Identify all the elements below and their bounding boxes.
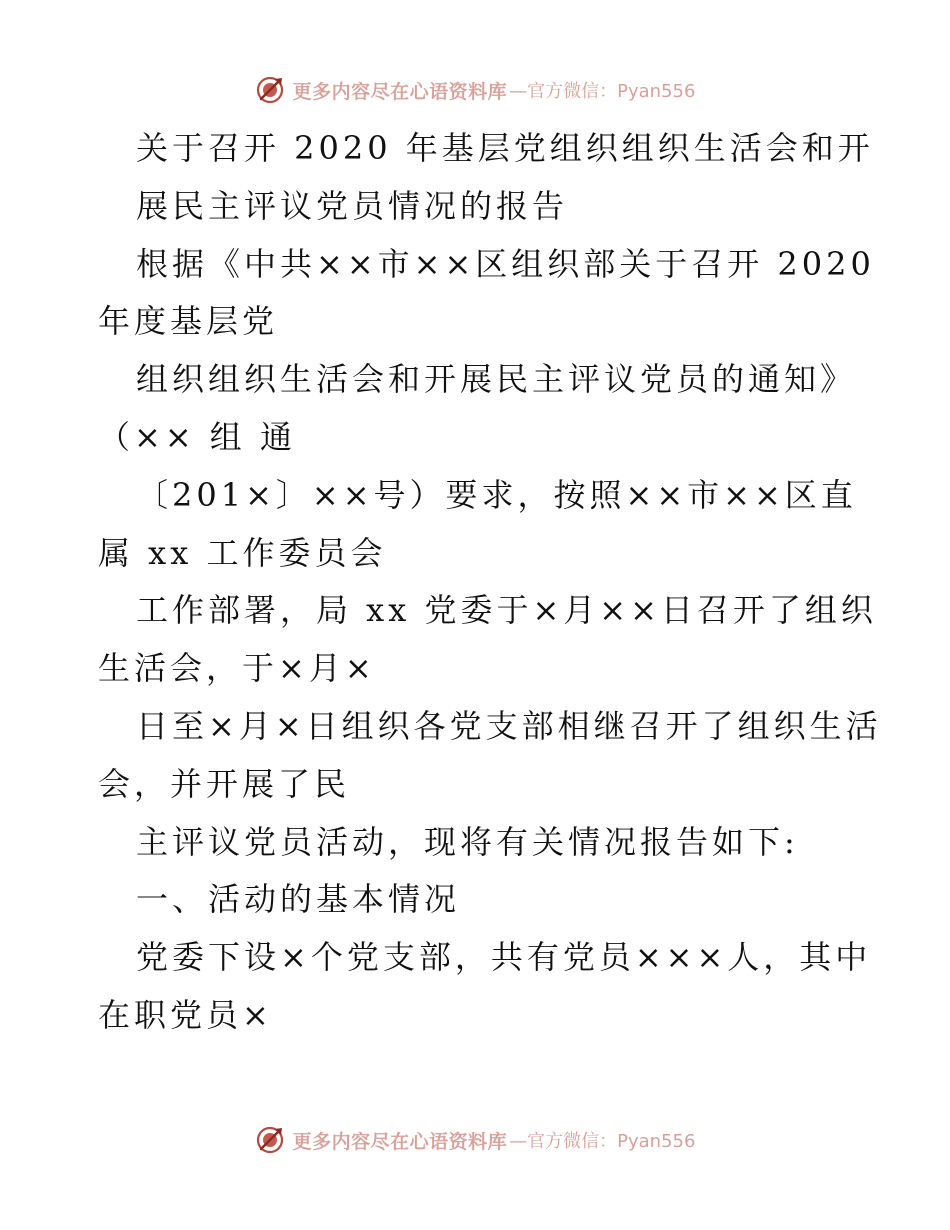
watermark-main-text: 更多内容尽在心语资料库 (292, 1130, 508, 1153)
body-line: 〔201×〕××号）要求，按照××市××区直 (136, 475, 857, 514)
watermark-wechat-text: —官方微信：Pyan556 (509, 81, 696, 102)
title-line-1: 关于召开 2020 年基层党组织组织生活会和开 (136, 129, 874, 167)
body-line: （×× 组 通 (98, 417, 296, 456)
body-line: 日至×月×日组织各党支部相继召开了组织生活 (136, 706, 882, 745)
body-line: 组织组织生活会和开展民主评议党员的通知》 (136, 360, 857, 399)
quill-seal-icon (255, 75, 285, 105)
body-line: 在职党员× (98, 995, 273, 1034)
body-line: 主评议党员活动，现将有关情况报告如下: (136, 822, 799, 861)
body-line: 党委下设×个党支部，共有党员×××人，其中 (136, 938, 872, 977)
body-line: 年度基层党 (98, 302, 279, 341)
body-line: 根据《中共××市××区组织部关于召开 2020 (136, 244, 875, 283)
watermark-main-text: 更多内容尽在心语资料库 (292, 80, 508, 103)
body-line: 属 xx 工作委员会 (98, 533, 387, 572)
body-line: 会，并开展了民 (98, 764, 351, 803)
document-body (98, 120, 882, 1045)
header-watermark (0, 70, 950, 110)
footer-watermark (0, 1120, 950, 1160)
body-line: 生活会，于×月× (98, 649, 376, 688)
watermark-wechat-text: —官方微信：Pyan556 (509, 1131, 696, 1152)
section-heading: 一、活动的基本情况 (136, 880, 461, 919)
body-line: 工作部署，局 xx 党委于×月××日召开了组织 (136, 591, 877, 630)
title-line-2: 展民主评议党员情况的报告 (136, 186, 569, 225)
quill-seal-icon (255, 1125, 285, 1155)
